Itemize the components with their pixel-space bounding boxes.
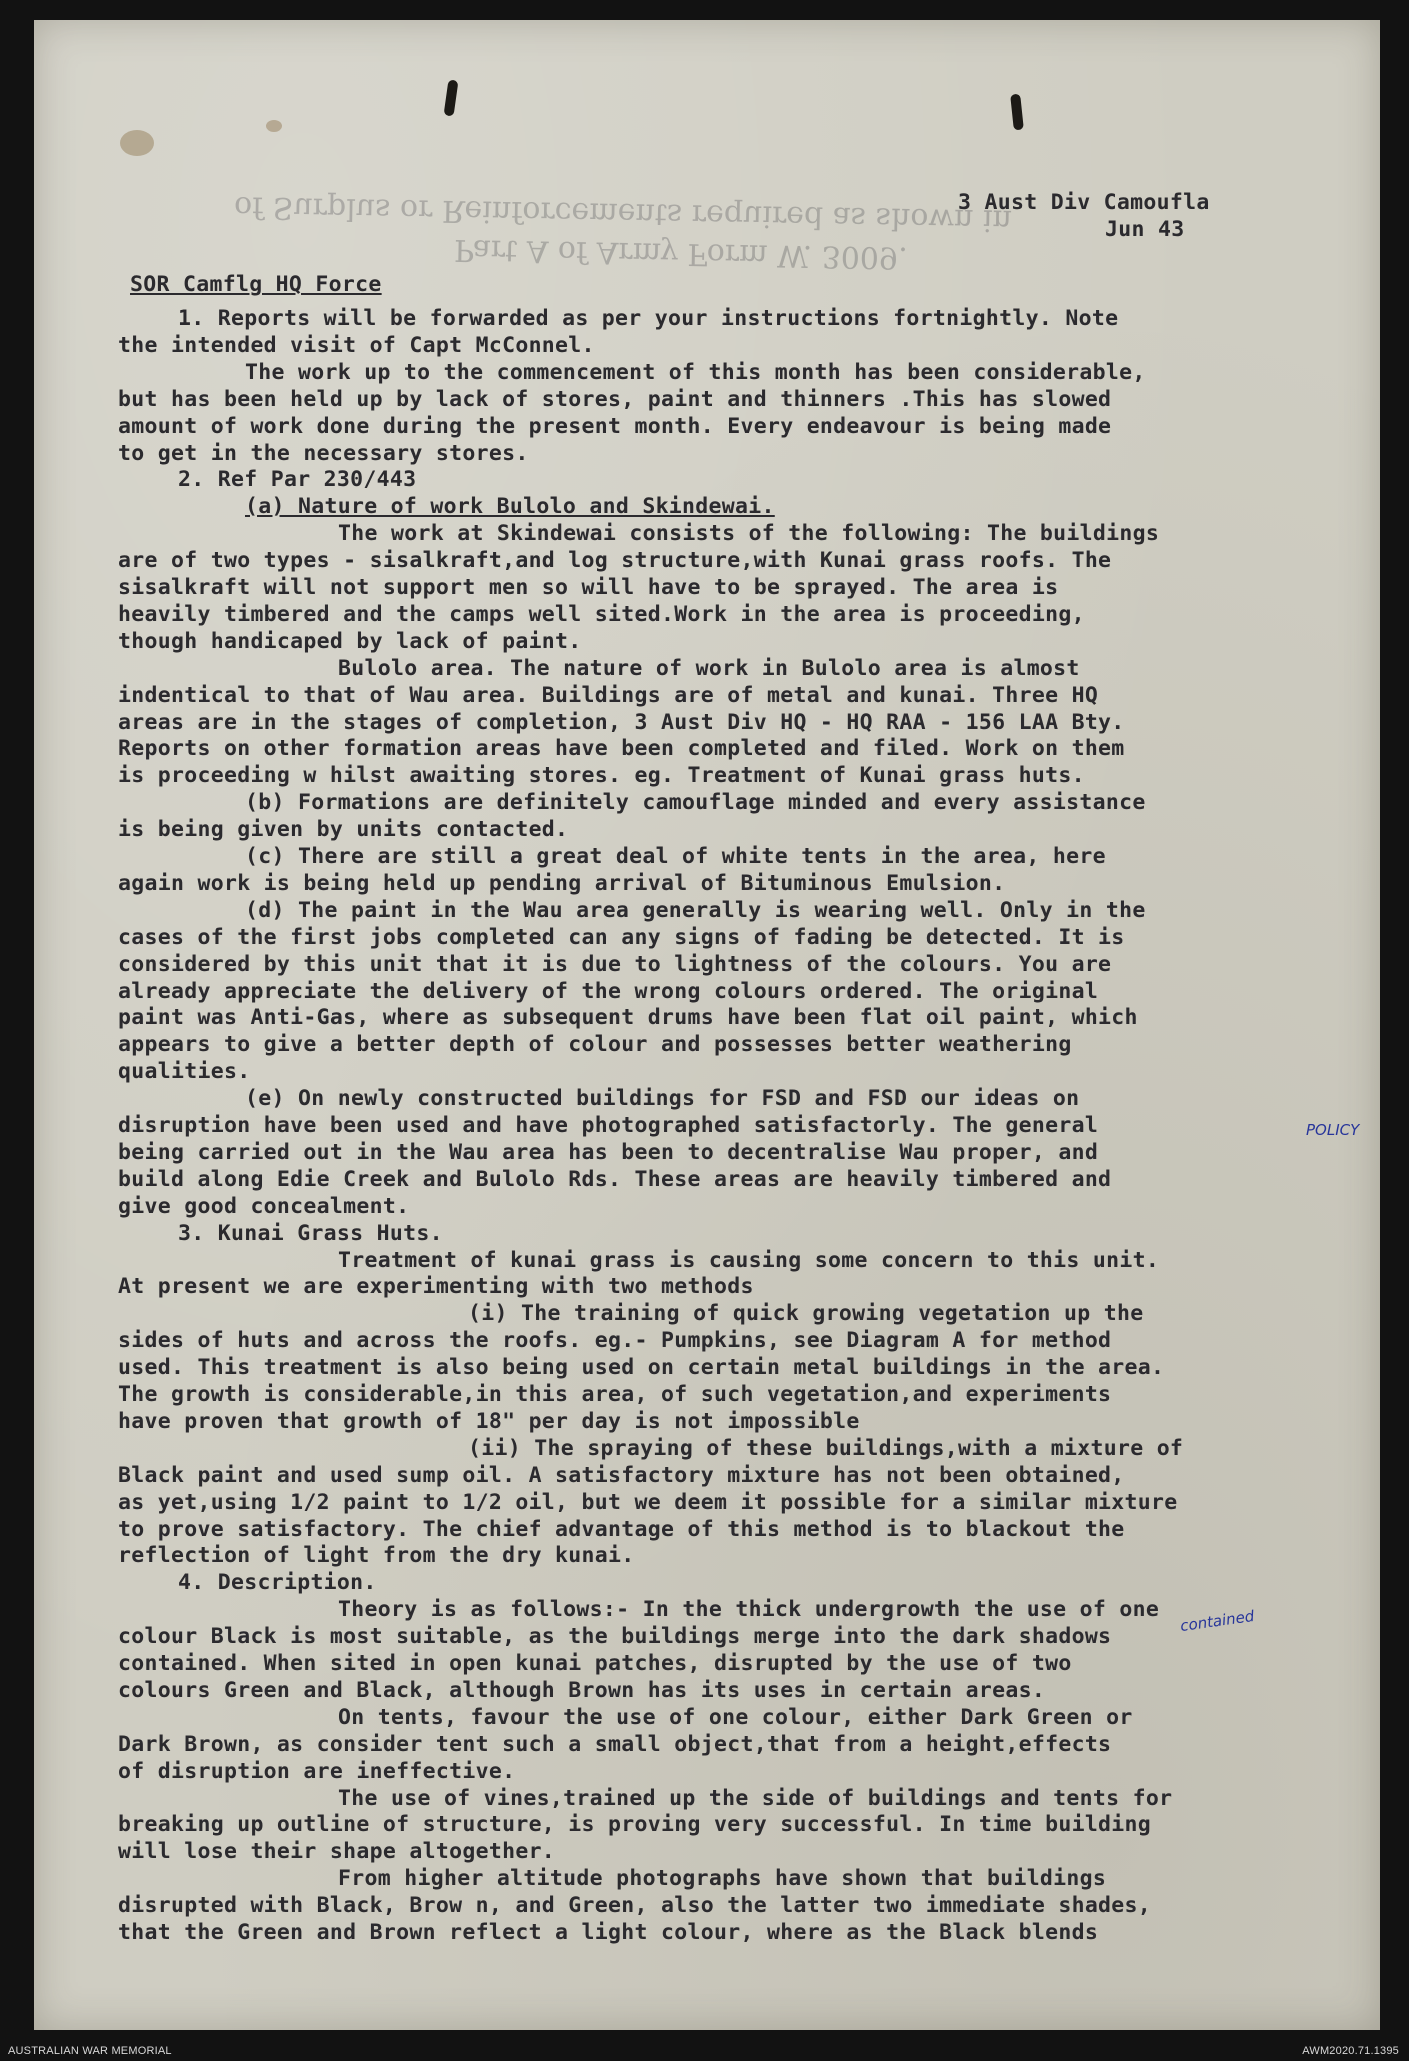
body-line: used. This treatment is also being used on certain metal buildings in the area. (118, 1355, 1165, 1381)
body-line: heavily timbered and the camps well sited.Work in the area is proceeding, (118, 601, 1085, 627)
body-line: The growth is considerable,in this area, of such vegetation,and experiments (118, 1382, 1112, 1407)
body-line: 1. Reports will be forwarded as per your instructions fortnightly. Note (178, 306, 1119, 331)
body-line: amount of work done during the present month. Every endeavour is being made (118, 413, 1112, 439)
body-line: The work up to the commencement of this month has been considerable, (245, 359, 1146, 385)
body-line: colour Black is most suitable, as the buildings merge into the dark shadows (118, 1624, 1112, 1650)
body-line: considered by this unit that it is due to lightness of the colours. You are (118, 951, 1112, 977)
body-line: the intended visit of Capt McConnel. (118, 332, 595, 358)
body-line: Black paint and used sump oil. A satisfactory mixture has not been obtained, (118, 1462, 1125, 1488)
body-line: 4. Description. (178, 1570, 377, 1596)
body-line: Treatment of kunai grass is causing some concern to this unit. (338, 1247, 1160, 1273)
body-line: At present we are experimenting with two methods (118, 1274, 754, 1300)
body-line: cases of the first jobs completed can any signs of fading be detected. It is (118, 924, 1125, 950)
punch-hole (1010, 94, 1024, 131)
body-line: indentical to that of Wau area. Buildings are of metal and kunai. Three HQ (118, 682, 1099, 708)
body-line: areas are in the stages of completion, 3 Aust Div HQ - HQ RAA - 156 LAA Bty. (118, 709, 1125, 735)
body-line: (ii) The spraying of these buildings,with a mixture of (468, 1435, 1184, 1461)
body-line: 2. Ref Par 230/443 (178, 467, 417, 493)
body-line: sisalkraft will not support men so will have to be sprayed. The area is (118, 575, 1059, 600)
body-line: being carried out in the Wau area has been to decentralise Wau proper, and (118, 1139, 1099, 1165)
body-line: to get in the necessary stores. (118, 440, 529, 466)
body-line: is proceeding w hilst awaiting stores. eg. Treatment of Kunai grass huts. (118, 763, 1085, 789)
ink-stain (120, 130, 154, 156)
body-line: contained. When sited in open kunai patches, disrupted by the use of two (118, 1651, 1072, 1676)
body-line: Theory is as follows:- In the thick undergrowth the use of one (338, 1597, 1160, 1623)
body-line: (c) There are still a great deal of white tents in the area, here (245, 844, 1106, 869)
body-line: disruption have been used and have photographed satisfactorly. The general (118, 1113, 1099, 1138)
body-line: have proven that growth of 18" per day is not impossible (118, 1408, 860, 1434)
footer-institution: AUSTRALIAN WAR MEMORIAL (8, 2045, 172, 2057)
body-line: will lose their shape altogether. (118, 1839, 556, 1865)
body-line: to prove satisfactory. The chief advantage of this method is to blackout the (118, 1516, 1125, 1542)
body-line: of disruption are ineffective. (118, 1758, 516, 1784)
body-line: breaking up outline of structure, is proving very successful. In time building (118, 1812, 1152, 1838)
body-line: On tents, favour the use of one colour, either Dark Green or (338, 1704, 1133, 1730)
body-line: (d) The paint in the Wau area generally is wearing well. Only in the (245, 897, 1146, 923)
interlinear-note: contained (1179, 1606, 1256, 1636)
body-line: though handicaped by lack of paint. (118, 628, 582, 654)
margin-note: POLICY (1306, 1121, 1360, 1139)
body-line: The work at Skindewai consists of the following: The buildings (338, 521, 1160, 547)
bleed-through-text: of Surplus or Reinforcements required as shown in (233, 189, 1013, 238)
body-line: already appreciate the delivery of the wrong colours ordered. The original (118, 978, 1099, 1004)
body-line: From higher altitude photographs have shown that buildings (338, 1866, 1107, 1892)
body-line: Dark Brown, as consider tent such a small object,that from a height,effects (118, 1731, 1112, 1757)
bleed-through-text: Part A of Army Form W. 3009. (453, 232, 908, 275)
body-line: The use of vines,trained up the side of buildings and tents for (338, 1785, 1173, 1811)
body-line: colours Green and Black, although Brown has its uses in certain areas. (118, 1677, 1046, 1703)
body-line: (b) Formations are definitely camouflage minded and every assistance (245, 790, 1146, 816)
body-line: as yet,using 1/2 paint to 1/2 oil, but we deem it possible for a similar mixture (118, 1489, 1178, 1515)
body-line: again work is being held up pending arrival of Bituminous Emulsion. (118, 870, 1006, 896)
body-line: (i) The training of quick growing vegetation up the (468, 1301, 1144, 1327)
body-line: give good concealment. (118, 1193, 410, 1219)
body-line: paint was Anti-Gas, where as subsequent drums have been flat oil paint, which (118, 1005, 1138, 1031)
header-unit: 3 Aust Div Camoufla (958, 190, 1210, 215)
body-line: are of two types - sisalkraft,and log structure,with Kunai grass roofs. The (118, 548, 1112, 574)
body-line: is being given by units contacted. (118, 817, 569, 843)
body-line: Reports on other formation areas have been completed and filed. Work on them (118, 736, 1125, 762)
body-line: Bulolo area. The nature of work in Bulolo area is almost (338, 655, 1080, 681)
footer-accession: AWM2020.71.1395 (1302, 2045, 1399, 2057)
body-line: appears to give a better depth of colour and possesses better weathering (118, 1032, 1072, 1058)
body-line: (a) Nature of work Bulolo and Skindewai. (245, 494, 775, 520)
body-line: qualities. (118, 1059, 251, 1085)
body-line: but has been held up by lack of stores, paint and thinners .This has slowed (118, 386, 1112, 412)
header-date: Jun 43 (1105, 217, 1185, 242)
addressee: SOR Camflg HQ Force (130, 272, 382, 297)
body-line: 3. Kunai Grass Huts. (178, 1220, 443, 1246)
body-line: sides of huts and across the roofs. eg.- Pumpkins, see Diagram A for method (118, 1328, 1112, 1354)
body-line: disrupted with Black, Brow n, and Green, also the latter two immediate shades, (118, 1893, 1152, 1919)
ink-stain (266, 120, 282, 132)
body-line: that the Green and Brown reflect a light colour, where as the Black blends (118, 1920, 1099, 1945)
punch-hole (444, 79, 459, 116)
body-line: reflection of light from the dry kunai. (118, 1543, 635, 1569)
body-line: (e) On newly constructed buildings for FSD and FSD our ideas on (245, 1086, 1080, 1112)
body-line: build along Edie Creek and Bulolo Rds. These areas are heavily timbered and (118, 1166, 1112, 1192)
